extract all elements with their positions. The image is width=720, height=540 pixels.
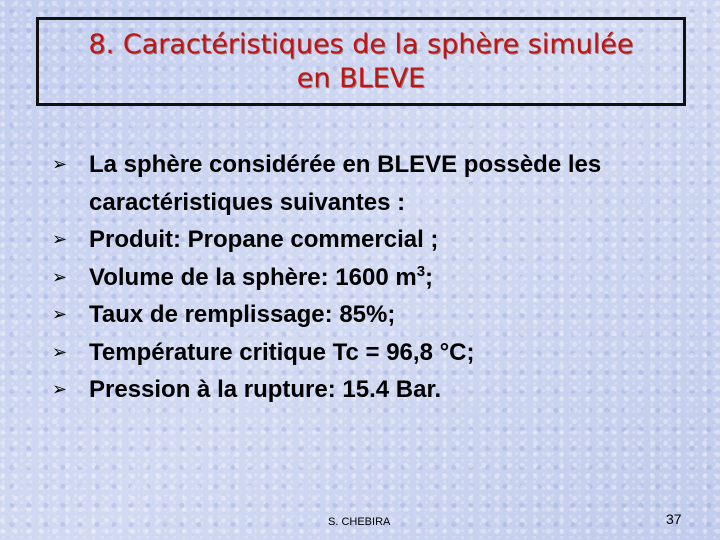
footer-author: S. CHEBIRA [328,516,391,528]
bullet-item [52,146,696,221]
bullet-superscript: 3 [416,262,426,280]
arrowhead-bullet-icon: ➢ [52,154,68,174]
arrowhead-bullet-icon: ➢ [52,304,68,324]
arrowhead-bullet-icon: ➢ [52,229,68,249]
bullet-item [52,221,696,259]
bullet-text: Volume de la sphère: 1600 m [89,263,417,291]
arrowhead-bullet-icon: ➢ [52,379,68,399]
bullet-item [52,259,696,297]
bullet-text: Taux de remplissage: 85%; [89,301,396,328]
bullet-item [52,334,696,372]
page-number: 37 [666,511,682,527]
bullet-item [52,296,696,334]
bullet-list [52,146,696,409]
bullet-text: Pression à la rupture: 15.4 Bar. [89,376,442,403]
slide-title-line-2: en BLEVE [296,62,426,94]
bullet-text: Température critique Tc = 96,8 °C; [89,338,475,366]
slide-title-box [36,17,686,106]
bullet-text: La sphère considérée en BLEVE possède les caractéristiques suivantes : [89,151,602,216]
bullet-text-after: ; [425,263,434,291]
slide-title-line-1: 8. Caractéristiques de la sphère simulée [88,28,634,60]
arrowhead-bullet-icon: ➢ [52,266,68,287]
bullet-text: Produit: Propane commercial ; [89,226,439,253]
arrowhead-bullet-icon: ➢ [52,341,68,362]
bullet-item [52,371,696,409]
